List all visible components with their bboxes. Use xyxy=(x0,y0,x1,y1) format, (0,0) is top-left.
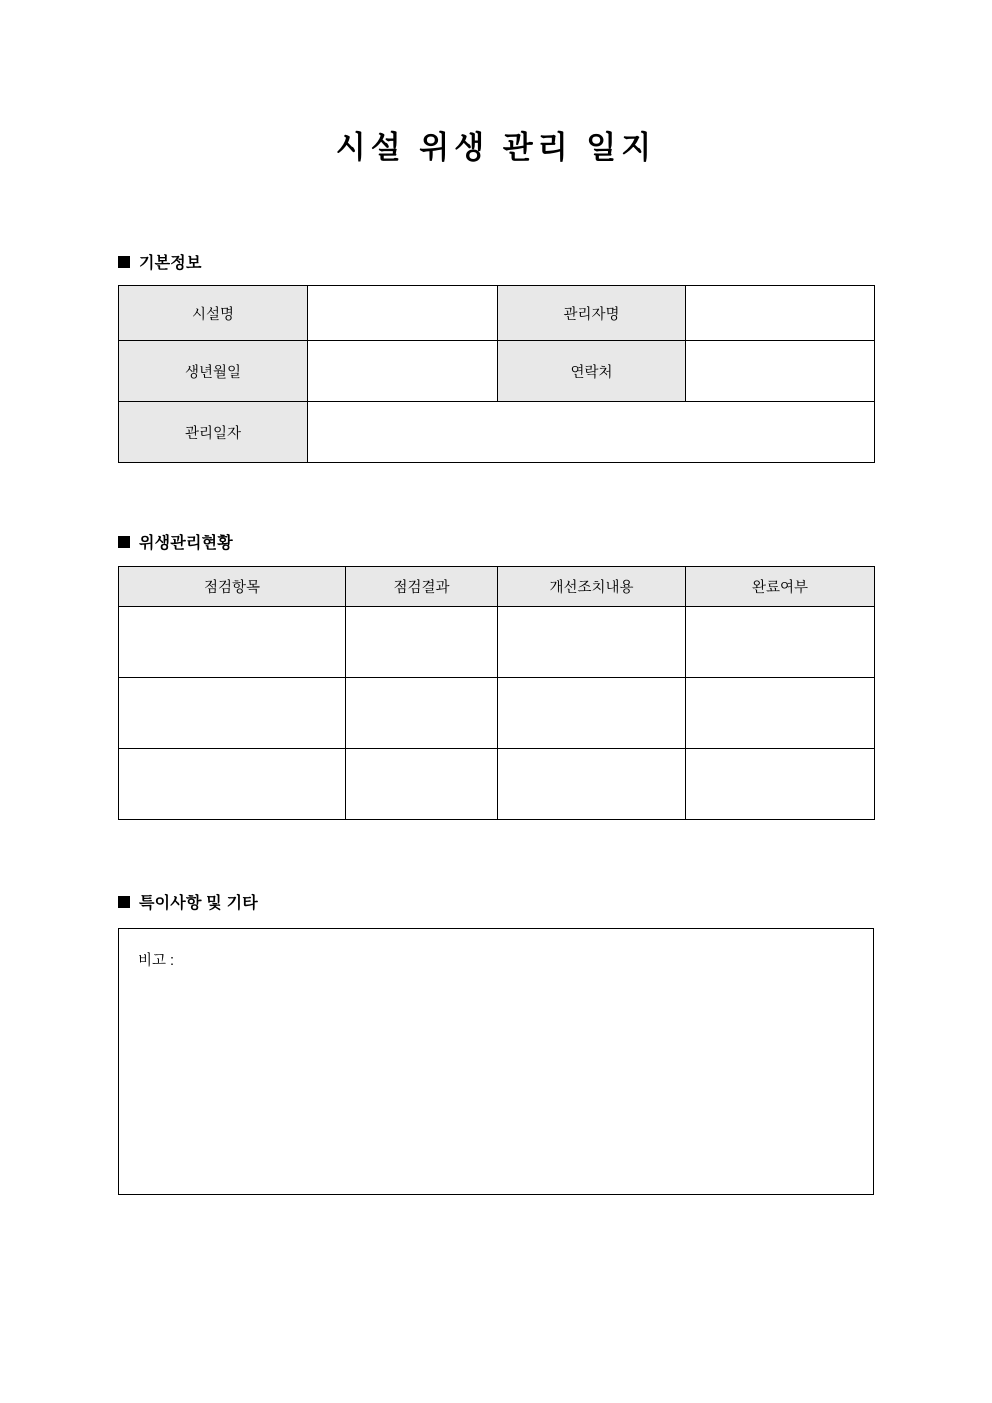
square-bullet-icon xyxy=(118,256,130,268)
basic-info-table xyxy=(118,285,875,463)
hygiene-cell-inspection-result[interactable] xyxy=(346,749,498,820)
table-header-row xyxy=(119,567,875,607)
basic-info-value-contact[interactable] xyxy=(686,341,875,402)
hygiene-cell-inspection-result[interactable] xyxy=(346,678,498,749)
table-row xyxy=(119,607,875,678)
basic-info-label-contact: 연락처 xyxy=(498,341,686,402)
column-header-inspection-item: 점검항목 xyxy=(119,567,346,607)
basic-info-value-manager-name[interactable] xyxy=(686,286,875,341)
section-heading-hygiene-status xyxy=(118,530,233,553)
basic-info-value-management-date[interactable] xyxy=(308,402,875,463)
hygiene-cell-inspection-item[interactable] xyxy=(119,678,346,749)
hygiene-cell-inspection-item[interactable] xyxy=(119,749,346,820)
hygiene-cell-corrective-action[interactable] xyxy=(498,678,686,749)
section-heading-notes xyxy=(118,890,258,913)
hygiene-cell-inspection-result[interactable] xyxy=(346,607,498,678)
section-heading-basic-info-label: 기본정보 xyxy=(139,255,202,272)
hygiene-cell-completion-status[interactable] xyxy=(686,678,875,749)
section-heading-hygiene-status-label: 위생관리현황 xyxy=(139,535,233,552)
section-heading-basic-info xyxy=(118,250,202,273)
hygiene-cell-inspection-item[interactable] xyxy=(119,607,346,678)
hygiene-cell-completion-status[interactable] xyxy=(686,749,875,820)
section-heading-notes-label: 특이사항 및 기타 xyxy=(139,895,258,912)
square-bullet-icon xyxy=(118,536,130,548)
remarks-label: 비고 : xyxy=(138,953,175,969)
basic-info-label-birthdate: 생년월일 xyxy=(119,341,308,402)
hygiene-cell-completion-status[interactable] xyxy=(686,607,875,678)
basic-info-label-management-date: 관리일자 xyxy=(119,402,308,463)
basic-info-label-manager-name: 관리자명 xyxy=(498,286,686,341)
page-title: 시설 위생 관리 일지 xyxy=(335,130,657,165)
remarks-box[interactable] xyxy=(118,928,874,1195)
column-header-completion-status: 완료여부 xyxy=(686,567,875,607)
table-row xyxy=(119,286,875,341)
basic-info-value-facility-name[interactable] xyxy=(308,286,498,341)
square-bullet-icon xyxy=(118,896,130,908)
basic-info-value-birthdate[interactable] xyxy=(308,341,498,402)
table-row xyxy=(119,341,875,402)
basic-info-label-facility-name: 시설명 xyxy=(119,286,308,341)
column-header-inspection-result: 점검결과 xyxy=(346,567,498,607)
table-row xyxy=(119,678,875,749)
column-header-corrective-action: 개선조치내용 xyxy=(498,567,686,607)
table-row xyxy=(119,402,875,463)
table-row xyxy=(119,749,875,820)
hygiene-cell-corrective-action[interactable] xyxy=(498,749,686,820)
hygiene-cell-corrective-action[interactable] xyxy=(498,607,686,678)
hygiene-status-table xyxy=(118,566,875,820)
